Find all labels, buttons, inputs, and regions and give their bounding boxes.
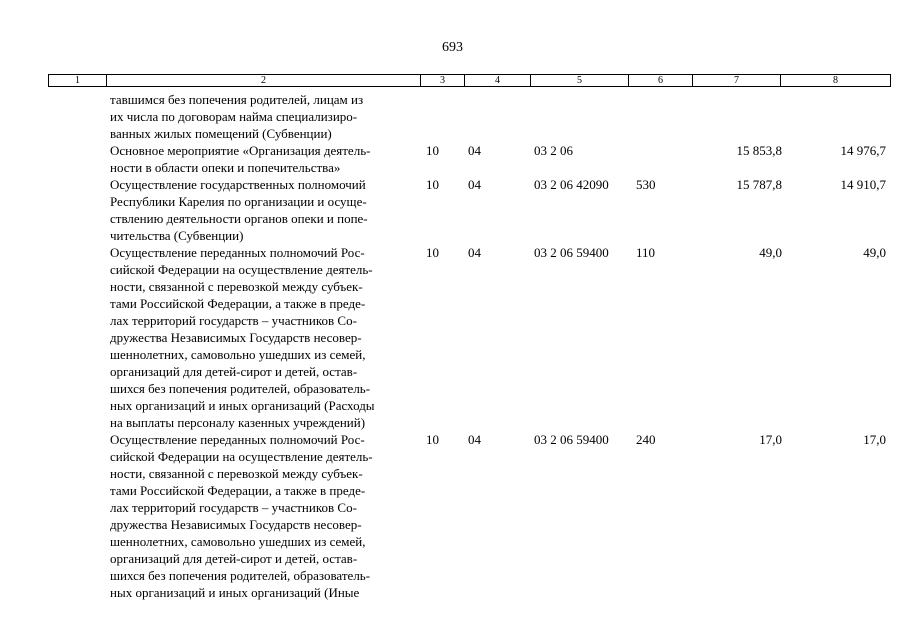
description-line: ности в области опеки и попечительства»: [110, 160, 341, 175]
description-line: шеннолетних, самовольно ушедших из семей,: [110, 347, 366, 362]
description-line: лах территорий государств – участников Со-: [110, 313, 357, 328]
amount-column-8: 17,0: [863, 432, 886, 447]
description-line: Республики Карелия по организации и осуще-: [110, 194, 367, 209]
column-header-4: 4: [465, 75, 531, 87]
description-line: организаций для детей-сирот и детей, остав-: [110, 364, 358, 379]
target-article-code: 03 2 06 42090: [534, 177, 609, 192]
column-header-7: 7: [693, 75, 781, 87]
target-article-code: 03 2 06: [534, 143, 573, 158]
row-description: [110, 142, 422, 176]
description-line: их числа по договорам найма специализиро-: [110, 109, 358, 124]
column-header-2: 2: [107, 75, 421, 87]
description-line: Осуществление переданных полномочий Рос-: [110, 432, 365, 447]
amount-column-7: 17,0: [759, 432, 782, 447]
description-line: ствлению деятельности органов опеки и попе-: [110, 211, 368, 226]
section-code: 10: [426, 143, 439, 158]
description-line: тами Российской Федерации, а также в преде-: [110, 296, 366, 311]
amount-column-7: 49,0: [759, 245, 782, 260]
table-body: [0, 91, 905, 601]
subsection-code: 04: [468, 143, 481, 158]
row-description: [110, 91, 422, 142]
amount-column-7: 15 787,8: [736, 177, 782, 192]
row-description: [110, 431, 422, 601]
description-line: сийской Федерации на осуществление деятель-: [110, 262, 373, 277]
description-line: ванных жилых помещений (Субвенции): [110, 126, 332, 141]
target-article-code: 03 2 06 59400: [534, 432, 609, 447]
description-line: шеннолетних, самовольно ушедших из семей,: [110, 534, 366, 549]
amount-column-7: 15 853,8: [736, 143, 782, 158]
section-code: 10: [426, 245, 439, 260]
row-description: [110, 176, 422, 244]
table-row: [0, 142, 905, 176]
expense-type-code: 240: [636, 432, 656, 447]
section-code: 10: [426, 177, 439, 192]
amount-column-8: 14 976,7: [840, 143, 886, 158]
description-line: Основное мероприятие «Организация деятель-: [110, 143, 371, 158]
description-line: ных организаций и иных организаций (Расходы: [110, 398, 375, 413]
description-line: на выплаты персоналу казенных учреждений): [110, 415, 366, 430]
description-line: лах территорий государств – участников Со-: [110, 500, 357, 515]
expense-type-code: 110: [636, 245, 656, 260]
subsection-code: 04: [468, 432, 481, 447]
table-row: [0, 244, 905, 431]
description-line: тавшимся без попечения родителей, лицам из: [110, 92, 364, 107]
description-line: шихся без попечения родителей, образователь-: [110, 381, 371, 396]
amount-column-8: 49,0: [863, 245, 886, 260]
table-row: [0, 176, 905, 244]
description-line: дружества Независимых Государств несовер-: [110, 517, 362, 532]
section-code: 10: [426, 432, 439, 447]
column-header-5: 5: [531, 75, 629, 87]
description-line: Осуществление переданных полномочий Рос-: [110, 245, 365, 260]
page-number: 693: [442, 40, 463, 55]
description-line: ности, связанной с перевозкой между субъек-: [110, 279, 363, 294]
column-header-6: 6: [629, 75, 693, 87]
description-line: шихся без попечения родителей, образователь-: [110, 568, 371, 583]
column-header-3: 3: [421, 75, 465, 87]
description-line: сийской Федерации на осуществление деятель-: [110, 449, 373, 464]
target-article-code: 03 2 06 59400: [534, 245, 609, 260]
description-line: дружества Независимых Государств несовер-: [110, 330, 362, 345]
description-line: чительства (Субвенции): [110, 228, 244, 243]
description-line: тами Российской Федерации, а также в преде-: [110, 483, 366, 498]
column-header-8: 8: [781, 75, 891, 87]
subsection-code: 04: [468, 245, 481, 260]
description-line: ных организаций и иных организаций (Иные: [110, 585, 360, 600]
expense-type-code: 530: [636, 177, 656, 192]
column-header-1: 1: [49, 75, 107, 87]
subsection-code: 04: [468, 177, 481, 192]
column-header-row: [49, 75, 891, 87]
table-row: [0, 431, 905, 601]
description-line: ности, связанной с перевозкой между субъек-: [110, 466, 363, 481]
description-line: организаций для детей-сирот и детей, остав-: [110, 551, 358, 566]
description-line: Осуществление государственных полномочий: [110, 177, 366, 192]
row-description: [110, 244, 422, 431]
column-header-table: [48, 74, 891, 87]
amount-column-8: 14 910,7: [840, 177, 886, 192]
table-row: [0, 91, 905, 142]
